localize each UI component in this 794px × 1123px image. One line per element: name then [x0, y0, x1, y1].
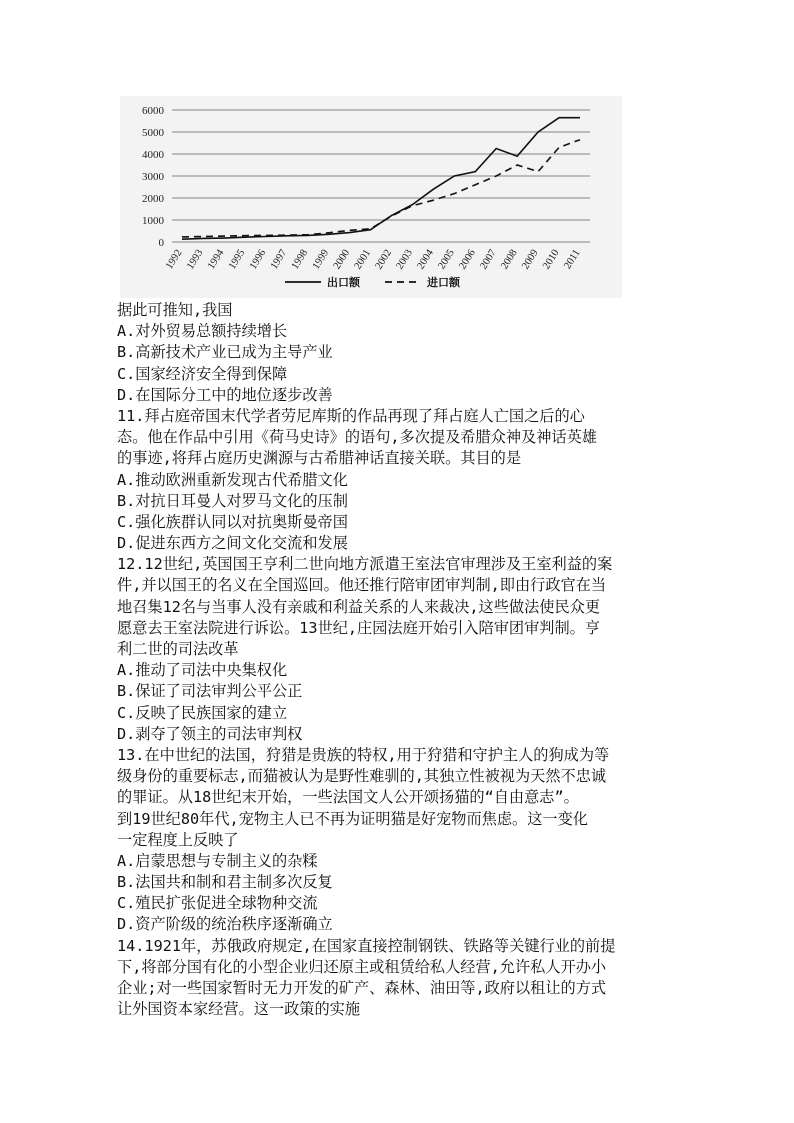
text-line: 让外国资本家经营。这一政策的实施 — [117, 1000, 360, 1019]
text-line: 利二世的司法改革 — [117, 640, 239, 658]
text-line: 13.在中世纪的法国，狩猎是贵族的特权,用于狩猎和守护主人的狗成为等 — [117, 745, 610, 764]
trade-line-chart — [120, 96, 622, 298]
text-line: C.反映了民族国家的建立 — [117, 703, 288, 722]
text-line: 到19世纪80年代,宠物主人已不再为证明猫是好宠物而焦虑。这一变化 — [117, 809, 588, 828]
text-line: D.剥夺了领主的司法审判权 — [117, 724, 303, 743]
x-tick-label: 2002 — [373, 247, 395, 272]
text-line: C.强化族群认同以对抗奥斯曼帝国 — [117, 512, 348, 531]
y-tick-label: 3000 — [142, 171, 164, 183]
text-line: 的事迹,将拜占庭历史渊源与古希腊神话直接关联。其目的是 — [117, 449, 522, 468]
x-tick-label: 1993 — [185, 247, 206, 272]
text-line: D.促进东西方之间文化交流和发展 — [117, 534, 348, 553]
x-tick-label: 2008 — [499, 247, 520, 272]
text-line: A.推动了司法中央集权化 — [117, 661, 288, 680]
legend-label: 出口额 — [327, 276, 360, 289]
text-line: D.在国际分工中的地位逐步改善 — [117, 385, 333, 404]
x-tick-label: 1995 — [226, 247, 248, 272]
y-tick-label: 2000 — [142, 193, 164, 205]
text-line: 12.12世纪,英国国王亨利二世向地方派遣王室法官审理涉及王室利益的案 — [117, 555, 613, 574]
text-line: A.对外贸易总额持续增长 — [117, 322, 288, 341]
x-tick-label: 1992 — [164, 247, 185, 272]
y-tick-label: 6000 — [142, 105, 164, 117]
x-tick-label: 2001 — [352, 247, 374, 272]
x-tick-label: 2007 — [478, 247, 499, 272]
x-tick-label: 2004 — [415, 247, 436, 272]
text-line: 企业;对一些国家暂时无力开发的矿产、森林、油田等,政府以租让的方式 — [117, 979, 607, 997]
text-line: D.资产阶级的统治秩序逐渐确立 — [117, 915, 333, 934]
x-tick-label: 1997 — [268, 247, 290, 272]
x-tick-label: 2010 — [541, 247, 562, 272]
text-line: A.推动欧洲重新发现古代希腊文化 — [117, 470, 348, 489]
y-tick-label: 0 — [158, 237, 164, 249]
y-tick-label: 5000 — [142, 127, 164, 139]
text-line: 14.1921年，苏俄政府规定,在国家直接控制钢铁、铁路等关键行业的前提 — [117, 936, 616, 955]
y-tick-label: 1000 — [142, 215, 164, 227]
text-line: C.国家经济安全得到保障 — [117, 364, 288, 383]
x-tick-label: 2009 — [520, 247, 541, 272]
text-line: 一定程度上反映了 — [117, 830, 239, 849]
text-line: 件,并以国王的名义在全国巡回。他还推行陪审团审判制,即由行政官在当 — [117, 576, 607, 595]
text-line: 态。他在作品中引用《荷马史诗》的语句,多次提及希腊众神及神话英雄 — [117, 428, 597, 447]
x-tick-label: 2011 — [562, 247, 583, 272]
text-line: B.对抗日耳曼人对罗马文化的压制 — [117, 491, 348, 510]
x-tick-label: 1994 — [205, 247, 227, 272]
text-line: 级身份的重要标志,而猫被认为是野性难驯的,其独立性被视为天然不忠诚 — [117, 767, 607, 786]
question-text — [117, 300, 677, 1020]
text-line: 愿意去王室法院进行诉讼。13世纪,庄园法庭开始引入陪审团审判制。亨 — [117, 618, 601, 637]
x-tick-label: 1998 — [289, 247, 311, 272]
chart-svg — [120, 96, 622, 298]
text-line: B.保证了司法审判公平公正 — [117, 682, 303, 701]
text-line: 地召集12名与当事人没有亲戚和利益关系的人来裁决,这些做法使民众更 — [117, 597, 601, 616]
text-line: 据此可推知,我国 — [117, 301, 233, 319]
x-tick-label: 2006 — [457, 247, 478, 272]
text-line: C.殖民扩张促进全球物种交流 — [117, 894, 318, 913]
text-line: 下,将部分国有化的小型企业归还原主或租赁给私人经营,允许私人开办小 — [117, 957, 607, 976]
legend-label: 进口额 — [427, 276, 460, 289]
x-tick-label: 1999 — [310, 247, 332, 272]
text-line: 11.拜占庭帝国末代学者劳尼库斯的作品再现了拜占庭人亡国之后的心 — [117, 406, 585, 425]
text-line: A.启蒙思想与专制主义的杂糅 — [117, 851, 318, 870]
x-tick-label: 2003 — [394, 247, 415, 272]
text-line: B.高新技术产业已成为主导产业 — [117, 343, 333, 362]
series-line-export — [182, 118, 580, 239]
x-tick-label: 1996 — [247, 247, 269, 272]
text-line: B.法国共和制和君主制多次反复 — [117, 873, 333, 892]
text-line: 的罪证。从18世纪末开始，一些法国文人公开颂扬猫的“自由意志”。 — [117, 788, 579, 807]
y-tick-label: 4000 — [142, 149, 164, 161]
x-tick-label: 2005 — [436, 247, 457, 272]
x-tick-label: 2000 — [331, 247, 353, 272]
